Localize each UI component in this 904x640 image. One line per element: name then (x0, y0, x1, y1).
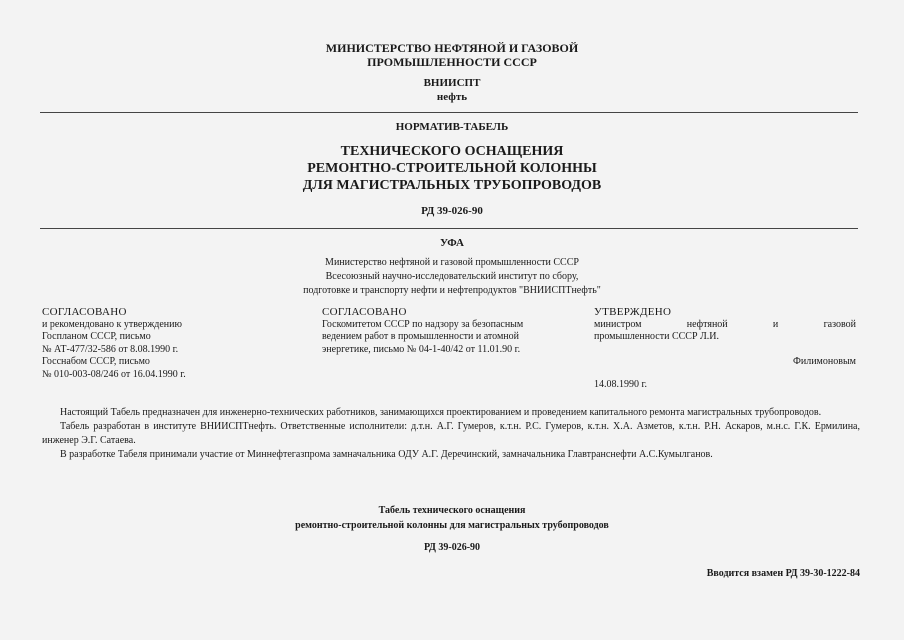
title-line-2: РЕМОНТНО-СТРОИТЕЛЬНОЙ КОЛОННЫ (307, 161, 597, 176)
top-divider (40, 112, 858, 113)
approval-3-line-3: Филимоновым (792, 355, 856, 367)
org-line-2: Всесоюзный научно-исследовательский институт по сбору, (325, 271, 579, 282)
body-paragraph-1: Настоящий Табель предназначен для инженерно-технических работников, занимающихся проектированием и проведением капитального ремонта магистральных трубопроводов. (60, 407, 822, 418)
approval-heading-2: СОГЛАСОВАНО (322, 306, 407, 318)
body-paragraph-2: Табель разработан в институте ВНИИСПТнефть. Ответственные исполнители: д.т.н. А.Г. Гумеров, к.т.н. Р.С. Гумеров, к.т.н. Х.А. Азметов, к.т.н. Р.Н. Аскаров, м.н.с. Г.К. Ермилина, инженер Э.Г. Сатаева. (42, 421, 860, 446)
replaces-note: Вводится взамен РД 39-30-1222-84 (706, 568, 860, 579)
approval-column-3 (594, 306, 856, 392)
approval-3-date: 14.08.1990 г. (594, 379, 647, 390)
approval-1-line-3: № АТ-477/32-586 от 8.08.1990 г. (42, 343, 179, 355)
approval-column-2 (322, 306, 580, 356)
approval-2-line-3: энергетике, письмо № 04-1-40/42 от 11.01.90 г. (322, 343, 521, 355)
middle-divider (40, 228, 858, 229)
ministry-line-1: МИНИСТЕРСТВО НЕФТЯНОЙ И ГАЗОВОЙ (325, 41, 579, 55)
body-text (42, 406, 860, 462)
approval-1-line-4: Госснабом СССР, письмо (42, 356, 150, 367)
approval-3-line-1: министром нефтяной и газовой (594, 318, 856, 330)
footer-code: РД 39-026-90 (423, 542, 481, 553)
title-line-3: ДЛЯ МАГИСТРАЛЬНЫХ ТРУБОПРОВОДОВ (302, 178, 602, 193)
city: УФА (440, 237, 464, 249)
title-line-1: ТЕХНИЧЕСКОГО ОСНАЩЕНИЯ (340, 144, 564, 159)
doc-code: РД 39-026-90 (421, 205, 483, 217)
approval-heading-1: СОГЛАСОВАНО (42, 306, 127, 318)
approval-1-line-1: и рекомендовано к утверждению (42, 318, 182, 330)
footer-title-line-2: ремонтно-строительной колонны для магистральных трубопроводов (295, 520, 609, 531)
approval-heading-3: УТВЕРЖДЕНО (594, 306, 672, 318)
approval-3-line-2: промышленности СССР Л.И. (594, 331, 720, 342)
approval-1-line-2: Госпланом СССР, письмо (42, 331, 151, 342)
ministry-line-2: ПРОМЫШЛЕННОСТИ СССР (367, 55, 537, 69)
body-paragraph-3: В разработке Табеля принимали участие от Миннефтегазпрома замначальника ОДУ А.Г. Деречинский, замначальника Главтранснефти А.С.Кумылганов. (60, 449, 713, 460)
doc-type: НОРМАТИВ-ТАБЕЛЬ (395, 121, 509, 133)
approval-column-1 (42, 306, 282, 381)
approval-2-line-1: Госкомитетом СССР по надзору за безопасным (322, 318, 524, 330)
footer-title-line-1: Табель технического оснащения (378, 505, 526, 516)
approval-1-line-5: № 010-003-08/246 от 16.04.1990 г. (42, 368, 186, 380)
institute-line-1: ВНИИСПТ (423, 77, 481, 89)
approval-2-line-2: ведением работ в промышленности и атомной (322, 331, 520, 342)
institute-line-2: нефть (436, 91, 468, 103)
org-line-3: подготовке и транспорту нефти и нефтепродуктов "ВНИИСПТнефть" (303, 285, 601, 296)
org-line-1: Министерство нефтяной и газовой промышленности СССР (325, 257, 579, 268)
